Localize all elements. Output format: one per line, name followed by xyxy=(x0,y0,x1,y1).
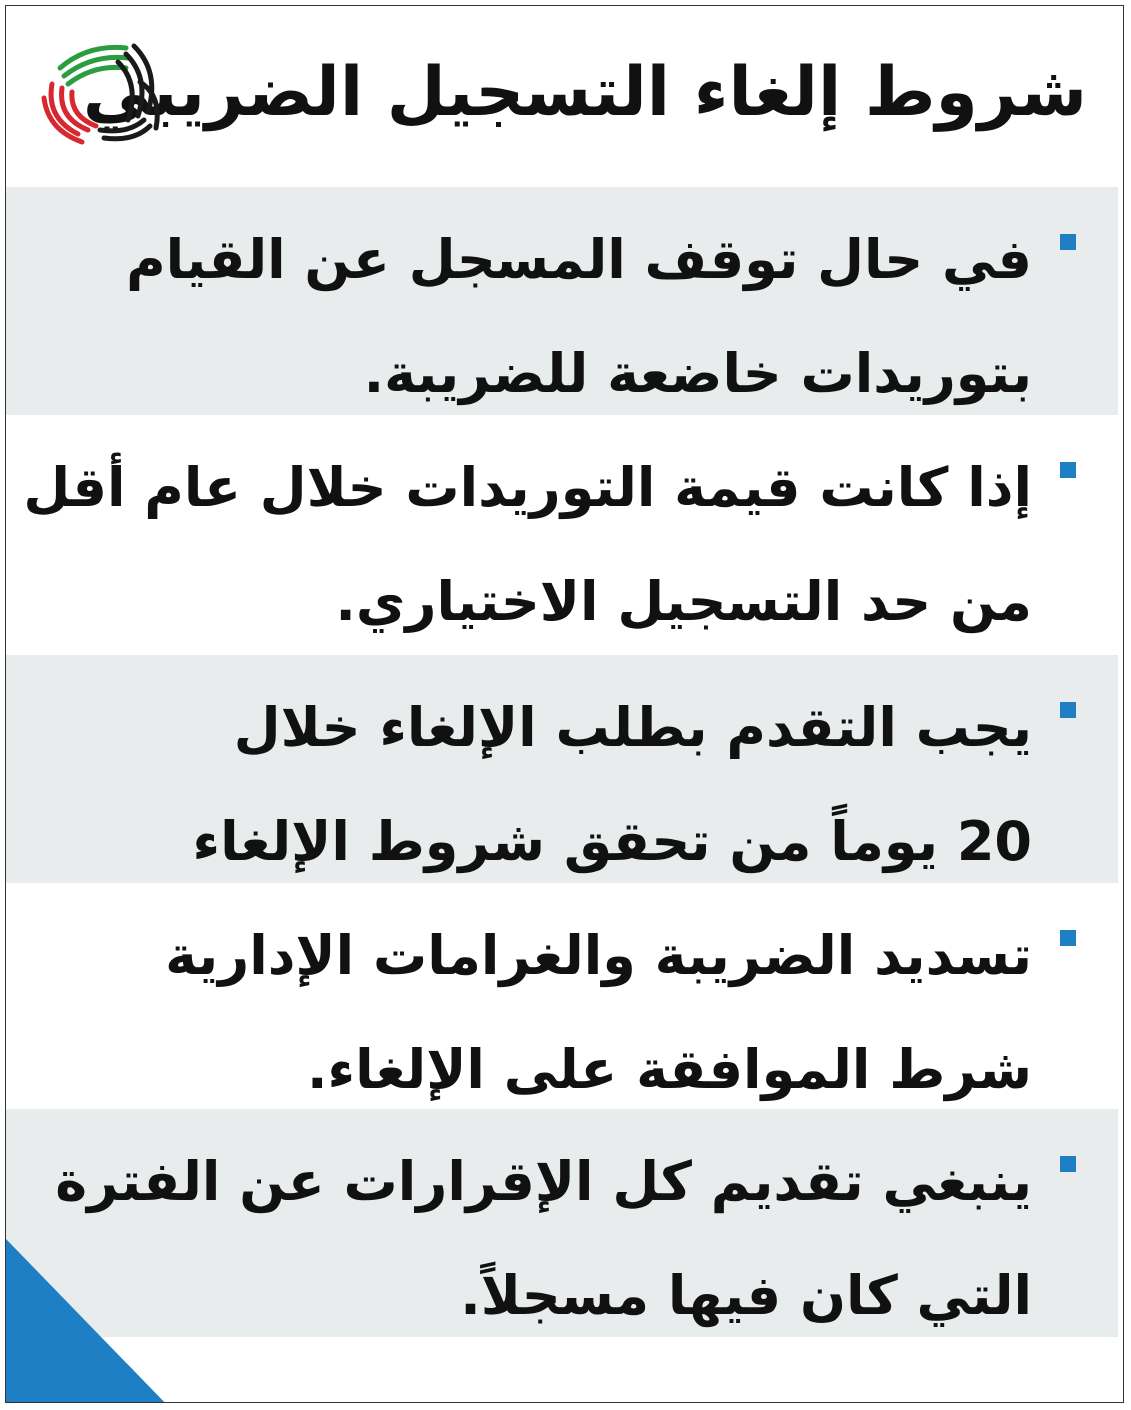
infographic-frame xyxy=(5,5,1124,1403)
page-title: شروط إلغاء التسجيل الضريبي xyxy=(82,53,1087,132)
list-item-text xyxy=(165,899,1032,1127)
list-item-line: من حد التسجيل الاختياري. xyxy=(335,570,1032,633)
bullet-square-icon xyxy=(1060,1156,1076,1172)
list-item-text xyxy=(193,671,1032,899)
list-item-text xyxy=(55,1125,1032,1353)
bullet-square-icon xyxy=(1060,234,1076,250)
list-item xyxy=(6,187,1118,415)
bullet-square-icon xyxy=(1060,462,1076,478)
list-item-text xyxy=(126,203,1032,431)
list-item xyxy=(6,883,1118,1109)
list-item-line: تسديد الضريبة والغرامات الإدارية xyxy=(165,924,1032,987)
list-item-line: 20 يوماً من تحقق شروط الإلغاء xyxy=(192,810,1032,873)
list-item-line: يجب التقدم بطلب الإلغاء خلال xyxy=(233,696,1032,759)
list-item-text xyxy=(23,431,1032,659)
list-item-line: شرط الموافقة على الإلغاء. xyxy=(307,1038,1032,1101)
list-item xyxy=(6,655,1118,883)
list-item-line: ينبغي تقديم كل الإقرارات عن الفترة xyxy=(55,1150,1032,1213)
list-item-line: إذا كانت قيمة التوريدات خلال عام أقل xyxy=(23,456,1032,519)
bullet-square-icon xyxy=(1060,930,1076,946)
bullet-square-icon xyxy=(1060,702,1076,718)
list-item-line: التي كان فيها مسجلاً. xyxy=(460,1264,1032,1327)
corner-triangle-decoration xyxy=(6,1239,176,1403)
list-item-line: في حال توقف المسجل عن القيام xyxy=(126,228,1032,291)
header xyxy=(6,6,1123,187)
fta-ring-logo-icon xyxy=(30,26,170,146)
list-item xyxy=(6,415,1118,655)
list-item-line: بتوريدات خاضعة للضريبة. xyxy=(363,342,1032,405)
